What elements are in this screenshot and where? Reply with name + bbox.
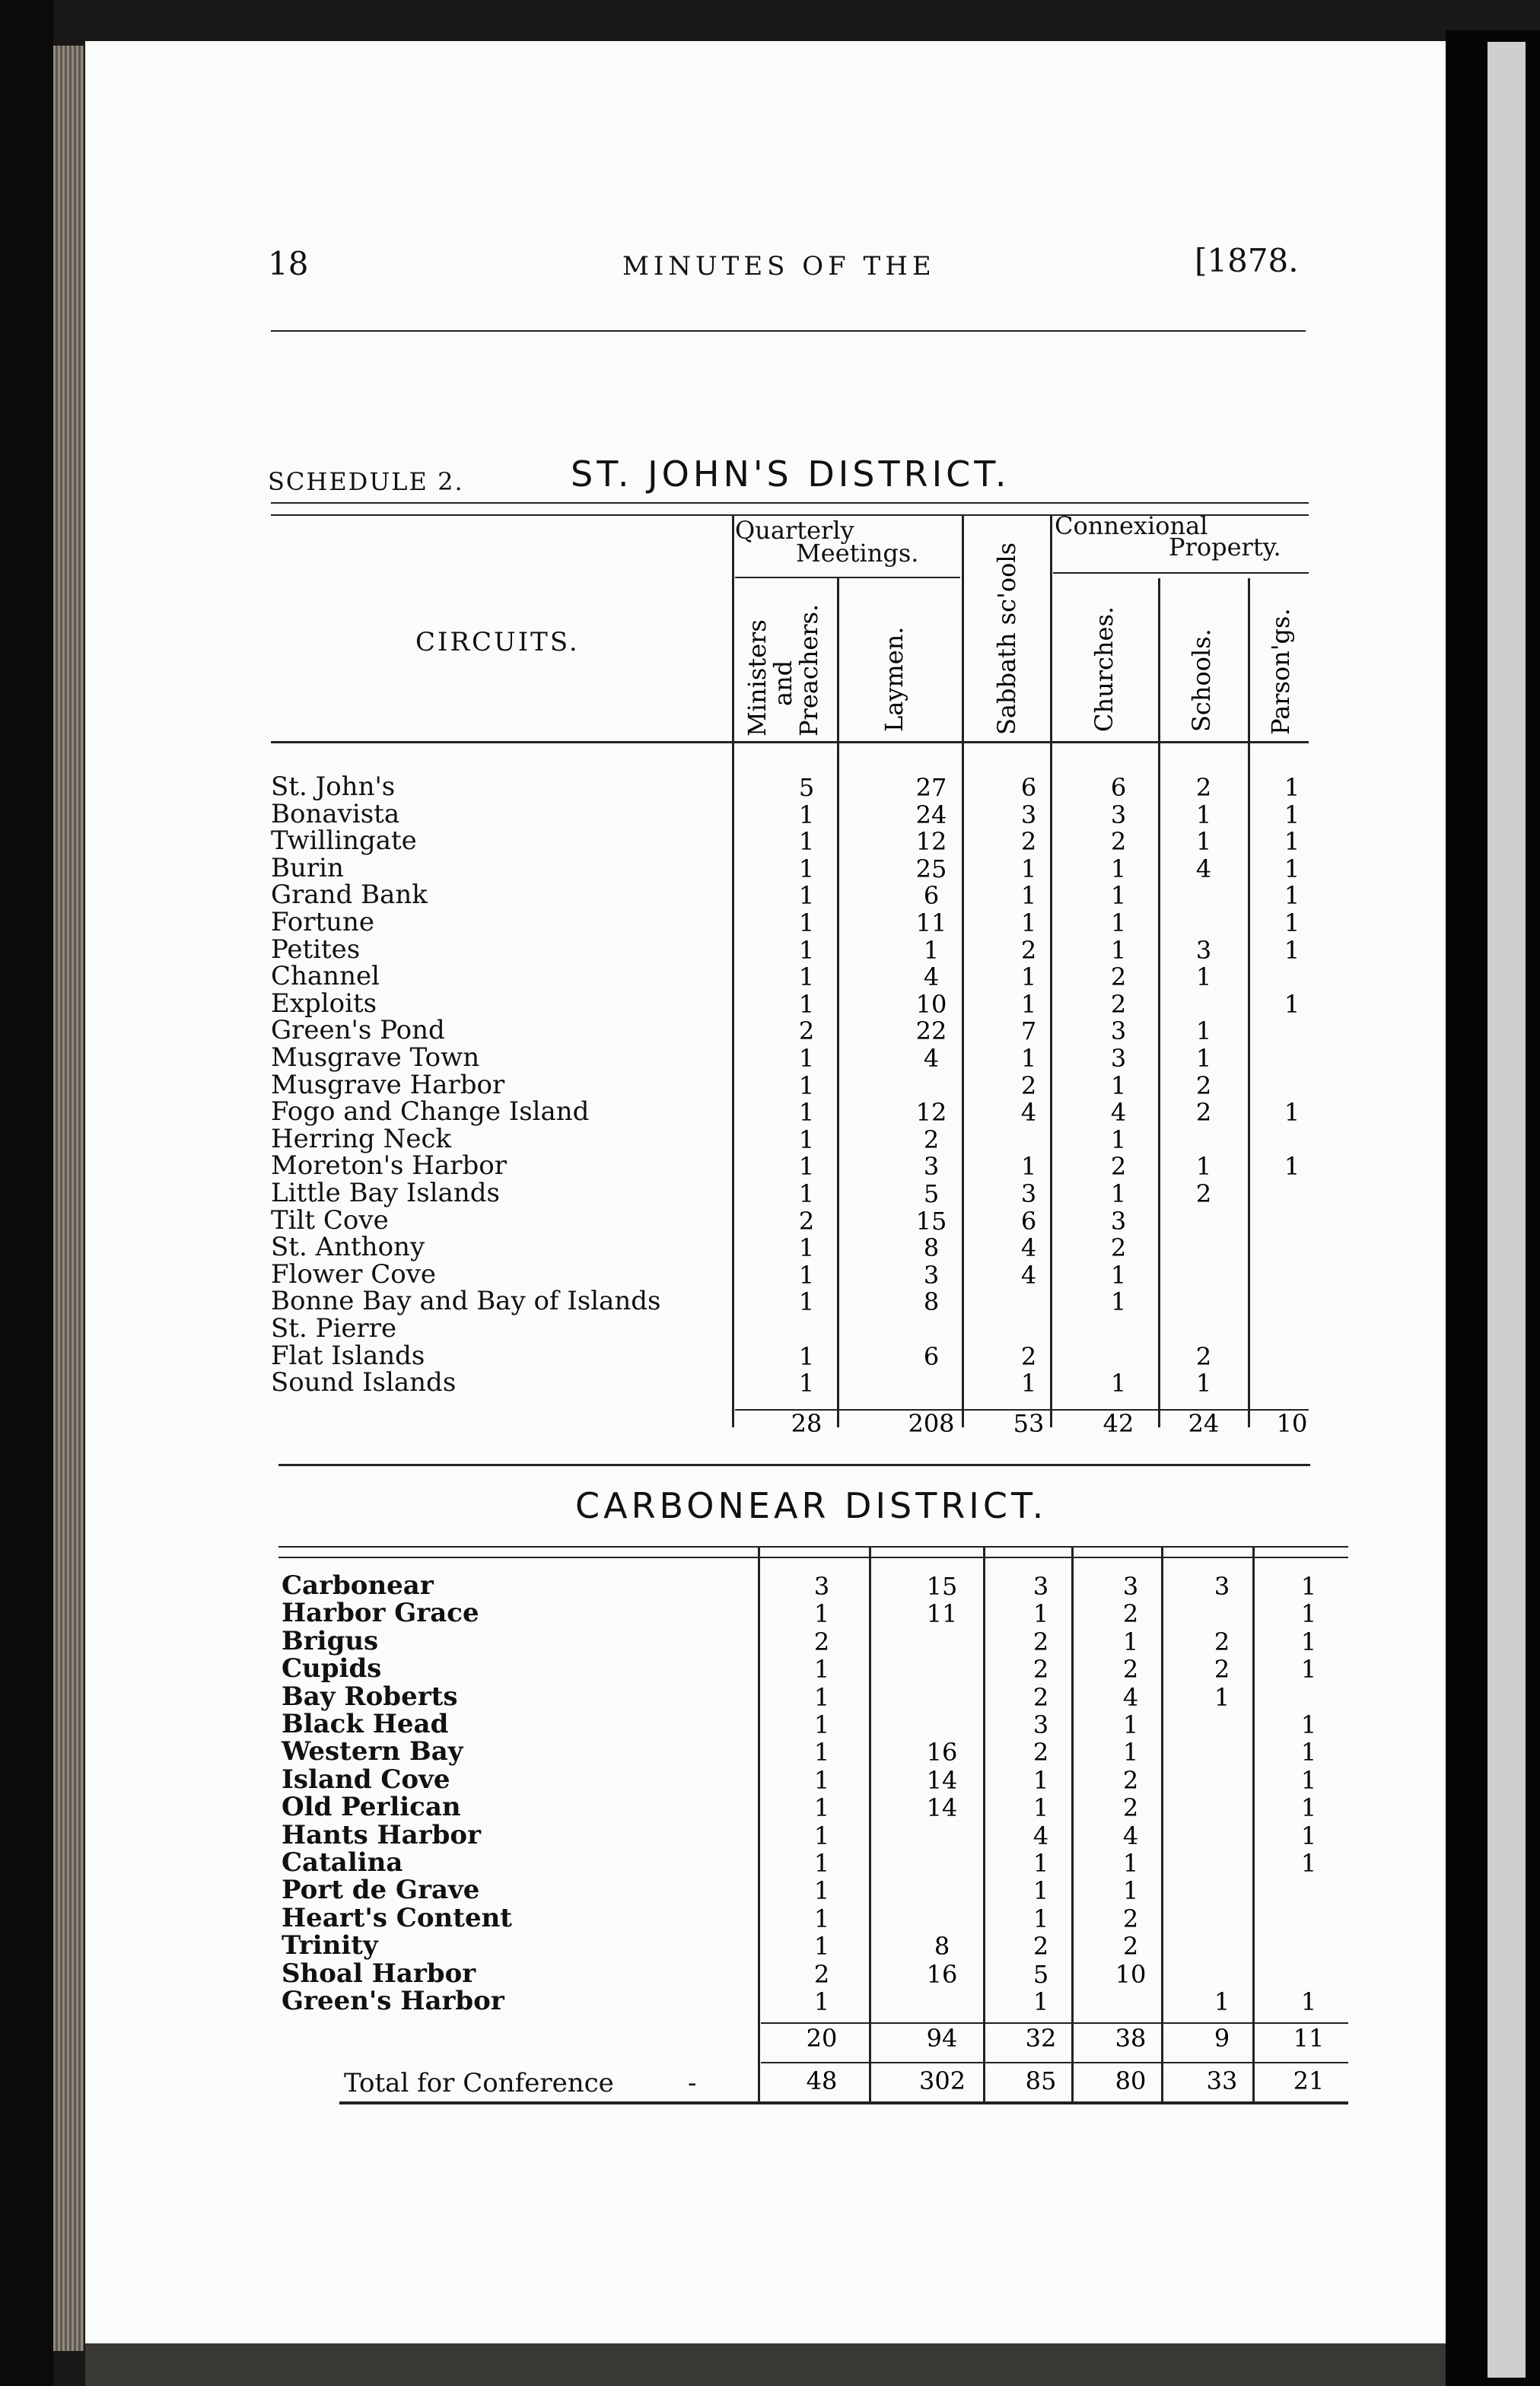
circuit-name: Trinity <box>282 1930 378 1961</box>
circuit-name: Heart's Content <box>282 1902 513 1933</box>
cell-ministers: 1 <box>798 1044 815 1073</box>
cell-parsonages: 1 <box>1300 1627 1317 1656</box>
circuits-header: CIRCUITS. <box>415 627 580 657</box>
cell-sabbath: 2 <box>1032 1627 1049 1656</box>
circuit-name: Tilt Cove <box>271 1204 389 1236</box>
cell-ministers: 1 <box>798 935 815 965</box>
cell-churches: 1 <box>1122 1627 1139 1656</box>
cell-laymen: 4 <box>923 1044 940 1073</box>
cell-laymen: 5 <box>923 1179 940 1208</box>
cell-ministers: 2 <box>813 1627 830 1656</box>
cell-churches: 3 <box>1110 1016 1127 1046</box>
cell-sabbath: 3 <box>1020 800 1037 829</box>
cell-laymen: 6 <box>923 881 940 911</box>
cell-schools: 1 <box>1214 1987 1230 2016</box>
conference-total-dash: - <box>688 2068 697 2098</box>
cell-laymen: 3 <box>923 1152 940 1182</box>
table-top-rule <box>271 502 1309 504</box>
circuit-name: Flat Islands <box>271 1340 425 1371</box>
table-header-bottom-rule <box>271 741 1309 743</box>
cell-parsonages: 1 <box>1300 1849 1317 1878</box>
circuit-name: Fortune <box>271 907 375 937</box>
st-johns-total-laymen: 208 <box>908 1409 955 1438</box>
circuit-name: Exploits <box>271 988 377 1019</box>
schools-header: Schools. <box>1187 628 1216 732</box>
circuit-name: Flower Cove <box>271 1258 437 1290</box>
cell-laymen: 12 <box>915 827 947 857</box>
cell-sabbath: 4 <box>1020 1098 1037 1128</box>
cell-sabbath: 2 <box>1020 935 1037 965</box>
circuit-name: Channel <box>271 961 380 992</box>
cell-laymen: 8 <box>923 1233 940 1263</box>
cell-parsonages: 1 <box>1300 1599 1317 1629</box>
cb-col-divider-3 <box>983 1548 985 2103</box>
cell-sabbath: 1 <box>1020 854 1037 883</box>
circuit-name: Little Bay Islands <box>271 1178 500 1208</box>
ministers-header-3: Preachers. <box>794 603 823 736</box>
cell-churches: 4 <box>1122 1821 1139 1850</box>
sabbath-schools-header: Sabbath sc'ools <box>992 542 1021 735</box>
cell-sabbath: 4 <box>1020 1260 1037 1290</box>
circuit-name: Shoal Harbor <box>282 1958 476 1989</box>
circuit-name: Musgrave Town <box>271 1042 480 1073</box>
cell-parsonages: 1 <box>1284 827 1300 857</box>
cell-sabbath: 1 <box>1032 1765 1049 1795</box>
cell-sabbath: 1 <box>1032 1876 1049 1906</box>
cell-churches: 4 <box>1122 1682 1139 1712</box>
laymen-header: Laymen. <box>880 626 908 732</box>
cell-laymen: 8 <box>934 1932 950 1961</box>
cell-ministers: 1 <box>813 1682 830 1712</box>
cell-schools: 3 <box>1214 1572 1230 1601</box>
cell-schools: 2 <box>1195 1179 1212 1208</box>
cell-churches: 1 <box>1110 1287 1127 1317</box>
cell-schools: 1 <box>1195 1044 1212 1073</box>
cell-sabbath: 1 <box>1020 989 1037 1019</box>
cell-churches: 2 <box>1122 1932 1139 1961</box>
cell-ministers: 1 <box>813 1599 830 1629</box>
cell-sabbath: 2 <box>1020 1341 1037 1371</box>
cell-schools: 1 <box>1195 1016 1212 1046</box>
cell-laymen: 10 <box>915 989 947 1019</box>
cell-parsonages: 1 <box>1284 935 1300 965</box>
cell-laymen: 14 <box>926 1793 958 1823</box>
cell-churches: 1 <box>1110 1260 1127 1290</box>
cell-ministers: 1 <box>798 1260 815 1290</box>
cell-ministers: 1 <box>813 1849 830 1878</box>
circuit-name: Black Head <box>282 1709 449 1739</box>
cell-sabbath: 2 <box>1020 1071 1037 1100</box>
cell-churches: 1 <box>1110 1369 1127 1398</box>
cell-schools: 4 <box>1195 854 1212 883</box>
cell-sabbath: 1 <box>1020 908 1037 937</box>
scan-dark-edge <box>0 0 53 2386</box>
circuit-name: Brigus <box>282 1625 379 1656</box>
cell-ministers: 1 <box>813 1821 830 1850</box>
cell-laymen: 2 <box>923 1125 940 1154</box>
cell-ministers: 1 <box>813 1738 830 1767</box>
final-bottom-rule <box>339 2101 1348 2104</box>
page-number: 18 <box>268 245 309 282</box>
connexional-header-line2: Property. <box>1169 533 1281 562</box>
cell-ministers: 1 <box>813 1655 830 1685</box>
circuit-name: Island Cove <box>282 1764 450 1795</box>
carbonear-total-sabbath: 32 <box>1025 2024 1057 2053</box>
cell-churches: 2 <box>1122 1765 1139 1795</box>
circuit-name: Burin <box>271 852 344 883</box>
circuit-name: Green's Harbor <box>282 1986 504 2016</box>
conference-totals-rule <box>761 2062 1348 2063</box>
quarterly-subrule <box>735 577 960 578</box>
cell-parsonages: 1 <box>1300 1821 1317 1850</box>
cell-sabbath: 1 <box>1020 1369 1037 1398</box>
cell-parsonages: 1 <box>1284 908 1300 937</box>
cell-ministers: 1 <box>798 962 815 992</box>
cell-ministers: 1 <box>798 1125 815 1154</box>
cell-parsonages: 1 <box>1284 989 1300 1019</box>
carbonear-district-title: CARBONEAR DISTRICT. <box>575 1485 1048 1526</box>
conference-total-churches: 80 <box>1115 2066 1147 2095</box>
cell-parsonages: 1 <box>1300 1655 1317 1685</box>
cell-sabbath: 1 <box>1020 881 1037 911</box>
cb-col-divider-4 <box>1071 1548 1074 2103</box>
cell-laymen: 16 <box>926 1738 958 1767</box>
cell-churches: 2 <box>1110 1152 1127 1182</box>
cell-schools: 2 <box>1214 1627 1230 1656</box>
circuit-name: Western Bay <box>282 1736 463 1767</box>
cell-ministers: 2 <box>798 1016 815 1046</box>
cell-schools: 2 <box>1195 1341 1212 1371</box>
cell-churches: 1 <box>1110 1179 1127 1208</box>
cell-schools: 2 <box>1195 1071 1212 1100</box>
cell-parsonages: 1 <box>1300 1572 1317 1601</box>
col-divider-3 <box>962 514 964 1427</box>
cell-sabbath: 5 <box>1032 1959 1049 1989</box>
circuit-name: Herring Neck <box>271 1123 452 1154</box>
circuit-name: Moreton's Harbor <box>271 1150 507 1182</box>
cell-ministers: 1 <box>798 800 815 829</box>
cell-parsonages: 1 <box>1300 1738 1317 1767</box>
cell-ministers: 1 <box>813 1710 830 1739</box>
circuit-name: Hants Harbor <box>282 1819 481 1850</box>
cell-laymen: 8 <box>923 1287 940 1317</box>
cell-churches: 1 <box>1122 1710 1139 1739</box>
conference-total-parsonages: 21 <box>1293 2066 1325 2095</box>
circuit-name: Carbonear <box>282 1570 434 1601</box>
conference-total-sabbath: 85 <box>1025 2066 1057 2095</box>
cell-churches: 3 <box>1110 800 1127 829</box>
cell-churches: 1 <box>1122 1849 1139 1878</box>
cell-ministers: 1 <box>798 1098 815 1128</box>
col-divider-1 <box>732 514 734 1427</box>
cell-laymen: 27 <box>915 773 947 802</box>
conference-total-schools: 33 <box>1206 2066 1238 2095</box>
carbonear-total-laymen: 94 <box>926 2024 958 2053</box>
cell-laymen: 14 <box>926 1765 958 1795</box>
cell-parsonages: 1 <box>1284 1152 1300 1182</box>
cb-col-divider-5 <box>1161 1548 1163 2103</box>
cell-schools: 1 <box>1195 962 1212 992</box>
connexional-subrule <box>1053 572 1309 574</box>
cell-parsonages: 1 <box>1300 1765 1317 1795</box>
cell-sabbath: 3 <box>1032 1572 1049 1601</box>
running-title: MINUTES OF THE <box>622 251 936 282</box>
cell-parsonages: 1 <box>1284 800 1300 829</box>
carbonear-top-rule <box>278 1546 1348 1548</box>
circuit-name: Twillingate <box>271 826 417 857</box>
cell-sabbath: 2 <box>1032 1738 1049 1767</box>
quarterly-header-line1: Quarterly <box>735 516 854 545</box>
cell-churches: 2 <box>1122 1599 1139 1629</box>
cell-ministers: 1 <box>813 1793 830 1823</box>
cell-churches: 1 <box>1110 854 1127 883</box>
cell-sabbath: 1 <box>1020 1152 1037 1182</box>
cell-churches: 3 <box>1110 1044 1127 1073</box>
cell-ministers: 1 <box>813 1904 830 1933</box>
cell-schools: 1 <box>1195 827 1212 857</box>
cell-churches: 1 <box>1122 1738 1139 1767</box>
cell-ministers: 1 <box>798 1179 815 1208</box>
cell-ministers: 1 <box>798 1152 815 1182</box>
cell-ministers: 1 <box>798 854 815 883</box>
cell-sabbath: 1 <box>1032 1599 1049 1629</box>
cell-churches: 3 <box>1110 1206 1127 1236</box>
st-johns-total-sabbath: 53 <box>1013 1409 1045 1438</box>
carbonear-total-parsonages: 11 <box>1293 2024 1325 2053</box>
cell-churches: 2 <box>1110 989 1127 1019</box>
cb-col-divider-1 <box>758 1548 760 2103</box>
cell-ministers: 1 <box>813 1987 830 2016</box>
circuit-name: Sound Islands <box>271 1367 457 1398</box>
circuit-name: Bonavista <box>271 798 400 829</box>
cell-churches: 4 <box>1110 1098 1127 1128</box>
cell-schools: 1 <box>1195 1369 1212 1398</box>
st-johns-total-parsonages: 10 <box>1276 1409 1308 1438</box>
cell-sabbath: 6 <box>1020 773 1037 802</box>
cell-schools: 2 <box>1214 1655 1230 1685</box>
carbonear-top-rule-2 <box>278 1557 1348 1558</box>
carbonear-total-ministers: 20 <box>806 2024 838 2053</box>
book-spine-edge <box>53 46 84 2351</box>
cell-ministers: 1 <box>813 1876 830 1906</box>
cell-churches: 2 <box>1122 1655 1139 1685</box>
connexional-header-line1: Connexional <box>1055 511 1208 540</box>
cell-sabbath: 6 <box>1020 1206 1037 1236</box>
cell-sabbath: 2 <box>1032 1932 1049 1961</box>
cell-ministers: 3 <box>813 1572 830 1601</box>
cb-col-divider-2 <box>869 1548 871 2103</box>
cell-churches: 10 <box>1115 1959 1147 1989</box>
cell-ministers: 1 <box>798 881 815 911</box>
cell-parsonages: 1 <box>1300 1987 1317 2016</box>
st-johns-total-schools: 24 <box>1188 1409 1220 1438</box>
cell-parsonages: 1 <box>1284 773 1300 802</box>
cell-sabbath: 1 <box>1020 1044 1037 1073</box>
cell-churches: 2 <box>1122 1793 1139 1823</box>
cell-sabbath: 3 <box>1032 1710 1049 1739</box>
next-page-strip <box>1488 42 1526 2378</box>
cell-laymen: 12 <box>915 1098 947 1128</box>
circuit-name: Musgrave Harbor <box>271 1069 505 1100</box>
cell-laymen: 22 <box>915 1016 947 1046</box>
page-bottom-edge <box>85 2343 1452 2386</box>
churches-header: Churches. <box>1090 606 1118 732</box>
circuit-name: Grand Bank <box>271 880 428 911</box>
cell-ministers: 1 <box>798 827 815 857</box>
cell-laymen: 3 <box>923 1260 940 1290</box>
cell-schools: 3 <box>1195 935 1212 965</box>
cell-churches: 1 <box>1110 908 1127 937</box>
circuit-name: St. Anthony <box>271 1232 425 1263</box>
cell-ministers: 1 <box>813 1932 830 1961</box>
cell-ministers: 1 <box>798 908 815 937</box>
col-divider-6 <box>1248 578 1250 1427</box>
cell-sabbath: 7 <box>1020 1016 1037 1046</box>
st-johns-district-title: ST. JOHN'S DISTRICT. <box>571 453 1010 495</box>
carbonear-total-schools: 9 <box>1214 2024 1230 2053</box>
cell-schools: 1 <box>1214 1682 1230 1712</box>
cell-churches: 2 <box>1110 827 1127 857</box>
cell-laymen: 4 <box>923 962 940 992</box>
cell-sabbath: 1 <box>1020 962 1037 992</box>
cell-parsonages: 1 <box>1300 1710 1317 1739</box>
conference-total-label: Total for Conference <box>344 2068 614 2098</box>
cell-sabbath: 1 <box>1032 1904 1049 1933</box>
circuit-name: Catalina <box>282 1847 403 1878</box>
quarterly-header-line2: Meetings. <box>796 539 919 568</box>
ministers-header-1: Ministers <box>743 619 772 736</box>
cell-sabbath: 2 <box>1032 1682 1049 1712</box>
cell-laymen: 15 <box>915 1206 947 1236</box>
cell-laymen: 11 <box>926 1599 958 1629</box>
cell-schools: 1 <box>1195 800 1212 829</box>
cell-sabbath: 1 <box>1032 1793 1049 1823</box>
cell-churches: 1 <box>1110 935 1127 965</box>
cell-ministers: 1 <box>798 1369 815 1398</box>
circuit-name: Old Perlican <box>282 1792 461 1823</box>
cell-parsonages: 1 <box>1284 1098 1300 1128</box>
cell-churches: 6 <box>1110 773 1127 802</box>
cell-ministers: 1 <box>798 989 815 1019</box>
cell-churches: 3 <box>1122 1572 1139 1601</box>
cell-parsonages: 1 <box>1300 1793 1317 1823</box>
circuit-name: Cupids <box>282 1653 382 1685</box>
header-rule <box>271 330 1306 332</box>
cell-churches: 1 <box>1122 1876 1139 1906</box>
circuit-name: Bay Roberts <box>282 1681 458 1712</box>
col-divider-2 <box>837 578 839 1427</box>
cell-schools: 2 <box>1195 1098 1212 1128</box>
circuit-name: St. Pierre <box>271 1313 397 1344</box>
cell-churches: 2 <box>1122 1904 1139 1933</box>
cell-ministers: 1 <box>798 1233 815 1263</box>
cell-ministers: 1 <box>798 1341 815 1371</box>
cell-sabbath: 2 <box>1032 1655 1049 1685</box>
cell-ministers: 1 <box>798 1287 815 1317</box>
cell-churches: 1 <box>1110 1071 1127 1100</box>
col-divider-5 <box>1158 578 1160 1427</box>
cell-laymen: 15 <box>926 1572 958 1601</box>
cell-sabbath: 1 <box>1032 1987 1049 2016</box>
circuit-name: St. John's <box>271 771 396 802</box>
conference-total-ministers: 48 <box>806 2066 838 2095</box>
circuit-name: Petites <box>271 934 361 965</box>
st-johns-total-churches: 42 <box>1102 1409 1134 1438</box>
cell-laymen: 16 <box>926 1959 958 1989</box>
cell-parsonages: 1 <box>1284 881 1300 911</box>
cell-ministers: 1 <box>798 1071 815 1100</box>
cell-schools: 2 <box>1195 773 1212 802</box>
cell-sabbath: 1 <box>1032 1849 1049 1878</box>
cell-ministers: 2 <box>813 1959 830 1989</box>
conference-total-laymen: 302 <box>919 2066 966 2095</box>
ministers-header-2: and <box>768 660 797 706</box>
cell-churches: 2 <box>1110 962 1127 992</box>
cell-sabbath: 4 <box>1032 1821 1049 1850</box>
cell-schools: 1 <box>1195 1152 1212 1182</box>
cell-laymen: 24 <box>915 800 947 829</box>
cell-churches: 1 <box>1110 1125 1127 1154</box>
cell-ministers: 1 <box>813 1765 830 1795</box>
cell-parsonages: 1 <box>1284 854 1300 883</box>
year-label: [1878. <box>1195 242 1299 279</box>
parsonages-header: Parson'gs. <box>1266 608 1295 735</box>
circuit-name: Bonne Bay and Bay of Islands <box>271 1286 661 1317</box>
st-johns-total-ministers: 28 <box>791 1409 822 1438</box>
cell-sabbath: 3 <box>1020 1179 1037 1208</box>
cell-sabbath: 4 <box>1020 1233 1037 1263</box>
circuit-name: Harbor Grace <box>282 1598 479 1629</box>
cell-laymen: 11 <box>915 908 947 937</box>
cell-churches: 1 <box>1110 881 1127 911</box>
circuit-name: Fogo and Change Island <box>271 1096 590 1128</box>
cell-laymen: 25 <box>915 854 947 883</box>
cell-churches: 2 <box>1110 1233 1127 1263</box>
cb-col-divider-6 <box>1252 1548 1255 2103</box>
st-johns-bottom-rule <box>278 1464 1310 1466</box>
circuit-name: Green's Pond <box>271 1015 445 1046</box>
cell-laymen: 1 <box>923 935 940 965</box>
cell-sabbath: 2 <box>1020 827 1037 857</box>
cell-ministers: 5 <box>798 773 815 802</box>
circuit-name: Port de Grave <box>282 1875 480 1906</box>
cell-laymen: 6 <box>923 1341 940 1371</box>
cell-ministers: 2 <box>798 1206 815 1236</box>
schedule-label: SCHEDULE 2. <box>268 467 464 496</box>
carbonear-total-churches: 38 <box>1115 2024 1147 2053</box>
